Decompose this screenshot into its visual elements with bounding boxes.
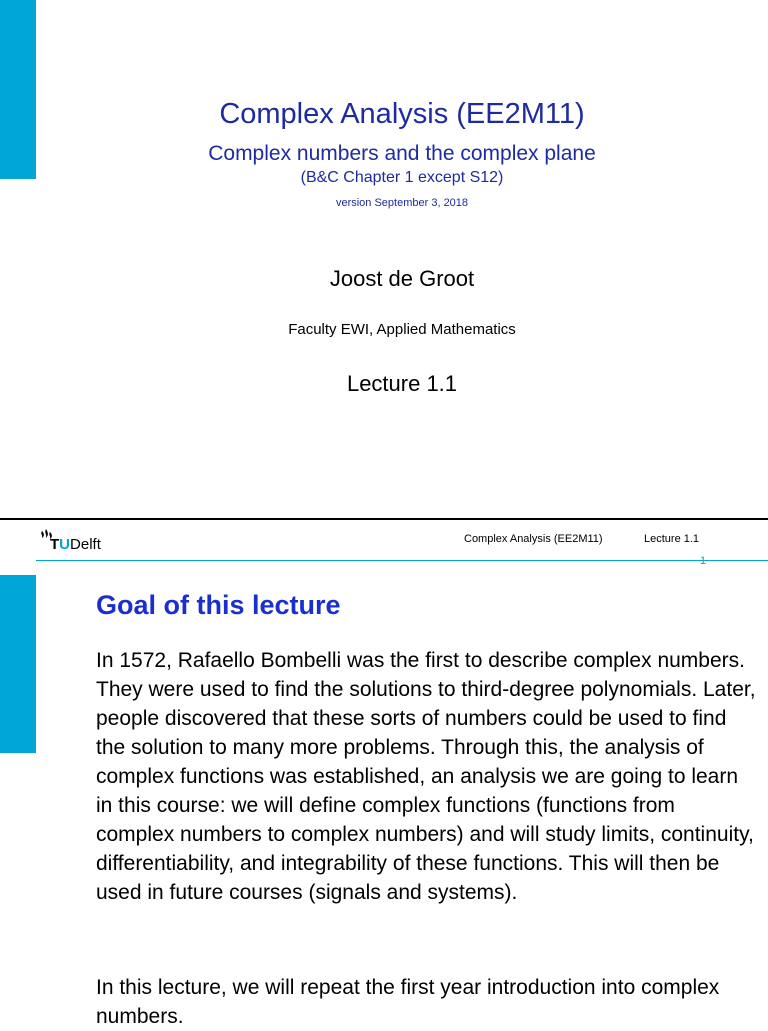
body-paragraph-2: In this lecture, we will repeat the first year introduction into complex numbers. bbox=[96, 976, 720, 1028]
logo-delft-text: Delft bbox=[70, 536, 101, 553]
version-text: version September 3, 2018 bbox=[335, 197, 469, 209]
footer-accent-line bbox=[36, 560, 768, 561]
slide-title: Complex Analysis (EE2M11) bbox=[219, 98, 585, 130]
footer-course: Complex Analysis (EE2M11) bbox=[464, 533, 603, 545]
affiliation: Faculty EWI, Applied Mathematics bbox=[288, 321, 516, 338]
slide-heading: Goal of this lecture bbox=[96, 590, 341, 620]
chapter-note: (B&C Chapter 1 except S12) bbox=[300, 169, 504, 186]
body-paragraph: In 1572, Rafaello Bombelli was the first to describe complex numbers. They were used to find the solutions to third-degree polynomials. Later, people discovered that these sorts of numbers could be used to find the solution to many more problems. Through this, the analysis of complex functions was established, an analysis we are going to learn in this course: we will define complex functions (functions from complex numbers to complex numbers) and will study limits, continuity, differentiability, and integrability of these functions. This will then be used in future courses (signals and systems). bbox=[96, 649, 756, 904]
footer-divider bbox=[0, 518, 768, 520]
page-number: 1 bbox=[700, 555, 707, 567]
author-name: Joost de Groot bbox=[329, 266, 475, 291]
tu-delft-logo bbox=[36, 523, 101, 553]
slide-subtitle: Complex numbers and the complex plane bbox=[208, 142, 596, 165]
footer-lecture: Lecture 1.1 bbox=[644, 533, 700, 545]
accent-bar-second bbox=[0, 575, 36, 753]
lecture-label: Lecture 1.1 bbox=[346, 371, 458, 396]
logo-tu-text: TU bbox=[50, 536, 71, 553]
